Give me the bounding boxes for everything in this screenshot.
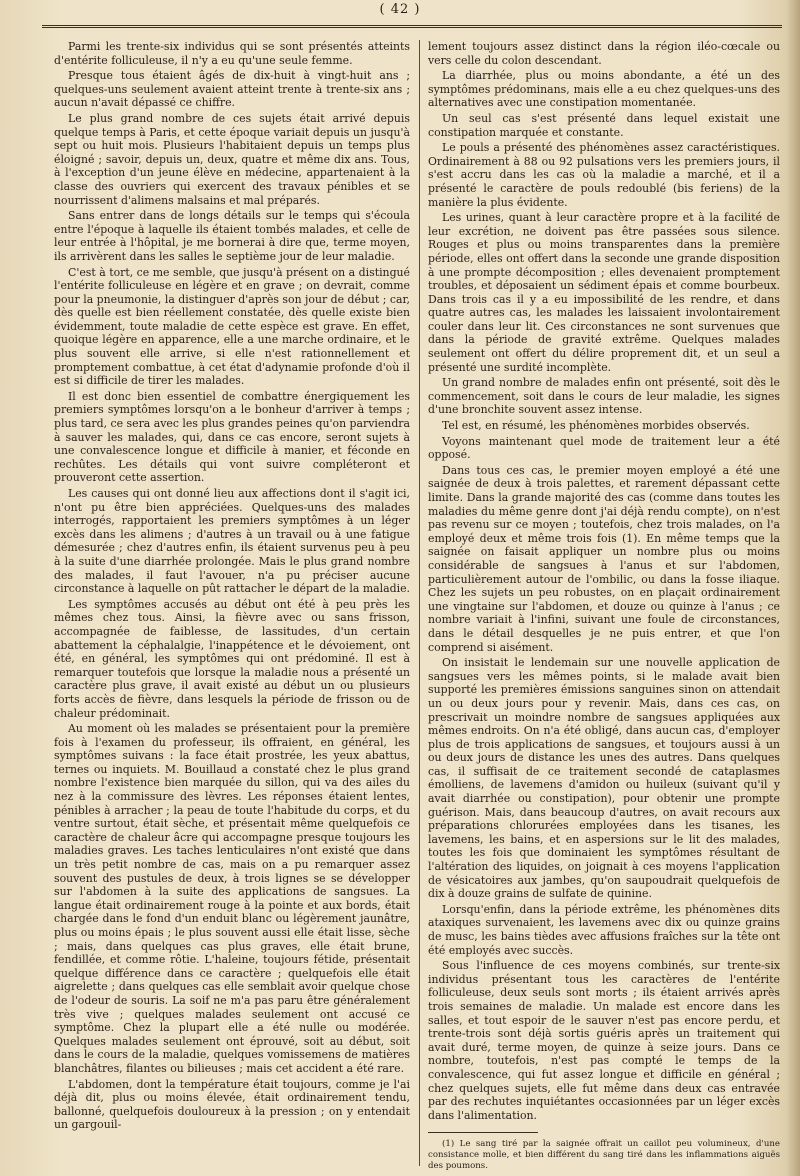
paragraph: Un grand nombre de malades enfin ont présenté, soit dès le commencement, soit dans le cours de leur maladie, les signes d'une bronchite souvent assez intense. [428,376,780,417]
paragraph: C'est à tort, ce me semble, que jusqu'à présent on a distingué l'entérite folliculeuse en légère et en grave ; on devrait, comme pour la pneumonie, la distinguer d'après son jour de début ; car, dès quelle est bien réellement constatée, dès quelle existe bien évidemment, toute maladie de cette espèce est grave. En effet, quoique légère en apparence, elle a une marche ordinaire, et le plus souvent elle arrive, si elle n'est rationnellement et promptement combattue, à cet état d'adynamie profonde d'où il est si difficile de tirer les malades. [54,265,410,388]
page-edge-shadow [786,0,800,1176]
paragraph: L'abdomen, dont la température était toujours, comme je l'ai déjà dit, plus ou moins élevée, était ordinairement tendu, ballonné, quelquefois douloureux à la pression ; on y entendait un gargouil- [54,1077,410,1132]
page-number: ( 42 ) [379,2,421,17]
right-column [428,40,780,1172]
paragraph: Presque tous étaient âgés de dix-huit à vingt-huit ans ; quelques-uns seulement avaient atteint trente à trente-six ans ; aucun n'avait dépassé ce chiffre. [54,69,410,110]
left-column [54,40,410,1166]
paragraph: Au moment où les malades se présentaient pour la première fois à l'examen du professeur, ils offraient, en général, les symptômes suivans : la face était prostrée, les yeux abattus, ternes ou inquiets. M. Bouillaud a constaté chez le plus grand nombre l'existence bien marquée du sillon, qui va des ailes du nez à la commissure des lèvres. Les réponses étaient lentes, pénibles à arracher ; la peau de toute l'habitude du corps, et du ventre surtout, était sèche, et présentait même quelquefois ce caractère de chaleur âcre qui accompagne presque toujours les maladies graves. Les taches lenticulaires n'ont existé que dans un très petit nombre de cas, mais on a pu remarquer assez souvent des pustules de deux, à trois lignes se se développer sur l'abdomen à la suite des applications de sangsues. La langue était ordinairement rouge à la pointe et aux bords, était chargée dans le fond d'un enduit blanc ou légèrement jaunâtre, plus ou moins épais ; le plus souvent aussi elle était lisse, sèche ; mais, dans quelques cas plus graves, elle était brune, fendillée, et comme rôtie. L'haleine, toujours fétide, présentait quelque différence dans ce caractère ; quelquefois elle était aigrelette ; dans quelques cas elle semblait avoir quelque chose de l'odeur de souris. La soif ne m'a pas paru être généralement très vive ; quelques malades seulement ont accusé ce symptôme. Chez la plupart elle a été nulle ou modérée. Quelques malades seulement ont éprouvé, soit au début, soit dans le cours de la maladie, quelques vomissemens de matières blanchâtres, filantes ou bilieuses ; mais cet accident a été rare. [54,722,410,1075]
paragraph: Les urines, quant à leur caractère propre et à la facilité de leur excrétion, ne doivent pas être passées sous silence. Rouges et plus ou moins transparentes dans la première période, elles ont offert dans la seconde une grande disposition à une prompte décomposition ; elles devenaient promptement troubles, et déposaient un sédiment épais et comme bourbeux. Dans trois cas il y a eu impossibilité de les rendre, et dans quatre autres cas, les malades les laissaient involontairement couler dans leur lit. Ces circonstances ne sont survenues que dans la période de gravité extrême. Quelques malades seulement ont offert du délire proprement dit, et un seul a présenté une surdité incomplète. [428,211,780,374]
paragraph: Parmi les trente-six individus qui se sont présentés atteints d'entérite folliculeuse, il n'y a eu qu'une seule femme. [54,40,410,67]
paragraph: Lorsqu'enfin, dans la période extrême, les phénomènes dits ataxiques survenaient, les lavemens avec dix ou quinze grains de musc, les bains tièdes avec affusions fraîches sur la tête ont été employés avec succès. [428,902,780,957]
paragraph: On insistait le lendemain sur une nouvelle application de sangsues vers les mêmes points, si le malade avait bien supporté les premières émissions sanguines sinon on attendait un ou deux jours pour y revenir. Mais, dans ces cas, on prescrivait un moindre nombre de sangsues appliquées aux mêmes endroits. On n'a été obligé, dans aucun cas, d'employer plus de trois applications de sangsues, et toujours aussi à un ou deux jours de distance les unes des autres. Dans quelques cas, il suffisait de ce traitement secondé de cataplasmes émolliens, de lavemens d'amidon ou huileux (suivant qu'il y avait diarrhée ou constipation), pour obtenir une prompte guérison. Mais, dans beaucoup d'autres, on avait recours aux préparations chlorurées employées dans les tisanes, les lavemens, les bains, et en aspersions sur le lit des malades, toutes les fois que dominaient les symptômes résultant de l'altération des liquides, on joignait à ces moyens l'application de vésicatoires aux jambes, qu'on saupoudrait quelquefois de dix à douze grains de sulfate de quinine. [428,656,780,901]
paragraph: La diarrhée, plus ou moins abondante, a été un des symptômes prédominans, mais elle a eu chez quelques-uns des alternatives avec une constipation momentanée. [428,69,780,110]
paragraph: Un seul cas s'est présenté dans lequel existait une constipation marquée et constante. [428,111,780,139]
footnote-rule [428,1132,538,1133]
paragraph: Les causes qui ont donné lieu aux affections dont il s'agit ici, n'ont pu être bien appréciées. Quelques-uns des malades interrogés, rapportaient les premiers symptômes à un léger excès dans les alimens ; d'autres à un travail ou à une fatigue démesurée ; chez d'autres enfin, ils étaient survenus peu à peu à la suite d'une diarrhée prolongée. Mais le plus grand nombre des malades, il faut l'avouer, n'a pu préciser aucune circonstance à laquelle on pût rattacher le départ de la maladie. [54,487,410,596]
column-divider [419,40,420,1166]
footnote: (1) Le sang tiré par la saignée offrait un caillot peu volumineux, d'une consistance molle, et bien différent du sang tiré dans les inflammations aiguës des poumons. [428,1139,780,1172]
paragraph: Il est donc bien essentiel de combattre énergiquement les premiers symptômes lorsqu'on a le bonheur d'arriver à temps ; plus tard, ce sera avec les plus grandes peines qu'on parviendra à sauver les malades, qui, dans ce cas encore, seront sujets à une convalescence longue et difficile à manier, et féconde en rechûtes. Les détails qui vont suivre compléteront et prouveront cette assertion. [54,389,410,485]
paragraph: lement toujours assez distinct dans la région iléo-cœcale ou vers celle du colon descendant. [428,40,780,67]
paragraph: Le plus grand nombre de ces sujets était arrivé depuis quelque temps à Paris, et cette époque variait depuis un jusqu'à sept ou huit mois. Plusieurs l'habitaient depuis un temps plus éloigné ; savoir, depuis un, deux, quatre et même dix ans. Tous, à l'exception d'un jeune élève en médecine, appartenaient à la classe des ouvriers qui exercent des travaux pénibles et se nourrissent d'alimens malsains et mal préparés. [54,111,410,207]
paragraph: Sans entrer dans de longs détails sur le temps qui s'écoula entre l'époque à laquelle ils étaient tombés malades, et celle de leur entrée à l'hôpital, je me bornerai à dire que, terme moyen, ils arrivèrent dans les salles le septième jour de leur maladie. [54,209,410,263]
paragraph: Tel est, en résumé, les phénomènes morbides observés. [442,419,750,433]
paragraph: Dans tous ces cas, le premier moyen employé a été une saignée de deux à trois palettes, et rarement dépassant cette limite. Dans la grande majorité des cas (comme dans toutes les maladies du même genre dont j'ai déjà rendu compte), on n'est pas revenu sur ce moyen ; toutefois, chez trois malades, on l'a employé deux et même trois fois (1). En même temps que la saignée on faisait appliquer un nombre plus ou moins considérable de sangsues à l'anus et sur l'abdomen, particulièrement autour de l'ombilic, ou dans la fosse iliaque. Chez les sujets un peu robustes, on en plaçait ordinairement une vingtaine sur l'abdomen, et douze ou quinze à l'anus ; ce nombre variait à l'infini, suivant une foule de circonstances, dans le détail desquelles je ne puis entrer, et que l'on comprend si aisément. [428,463,780,654]
paragraph: Les symptômes accusés au début ont été à peu près les mêmes chez tous. Ainsi, la fièvre avec ou sans frisson, accompagnée de faiblesse, de lassitudes, d'un certain abattement la céphalalgie, l'inappétence et le dévoiement, ont été, en général, les symptômes qui ont prédominé. Il est à remarquer toutefois que lorsque la maladie nous a présenté un caractère plus grave, il avait existé au début un ou plusieurs forts accès de fièvre, dans lesquels la période de frisson ou de chaleur prédominait. [54,597,410,720]
header-rule [42,25,782,28]
paragraph: Le pouls a présenté des phénomènes assez caractéristiques. Ordinairement à 88 ou 92 pulsations vers les premiers jours, il s'est accru dans les cas où la maladie a marché, et il a présenté le caractère de pouls redoublé (bis feriens) de la manière la plus évidente. [428,141,780,209]
paragraph: Voyons maintenant quel mode de traitement leur a été opposé. [428,434,780,462]
paragraph: Sous l'influence de ces moyens combinés, sur trente-six individus présentant tous les caractères de l'entérite folliculeuse, deux seuls sont morts ; ils étaient arrivés après trois semaines de maladie. Un malade est encore dans les salles, et tout espoir de le sauver n'est pas encore perdu, et trente-trois sont déjà sortis guéris après un traitement qui avait duré, terme moyen, de quinze à seize jours. Dans ce nombre, toutefois, n'est pas compté le temps de la convalescence, qui fut assez longue et difficile en général ; chez quelques sujets, elle fut même dans deux cas entravée par des rechutes inquiétantes occasionnées par un léger excès dans l'alimentation. [428,959,780,1122]
